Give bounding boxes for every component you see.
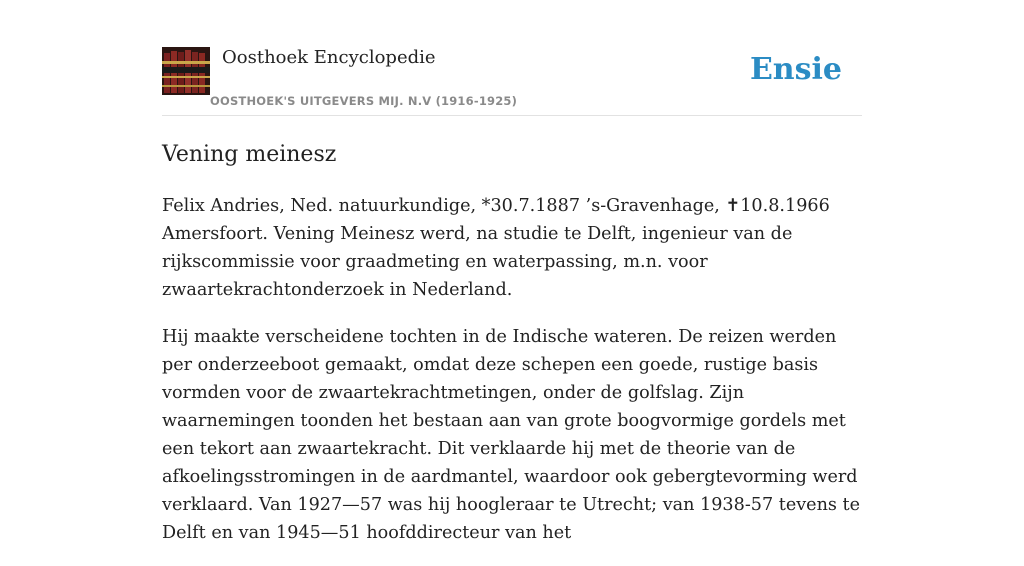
article-body: [162, 192, 867, 566]
site-header: [162, 46, 862, 116]
site-title[interactable]: Oosthoek Encyclopedie: [222, 47, 436, 68]
publisher-label: OOSTHOEK'S UITGEVERS MIJ. N.V (1916-1925): [210, 94, 518, 108]
article-paragraph: Felix Andries, Ned. natuurkundige, *30.7.1887 ’s-Gravenhage, ✝10.8.1966 Amersfoort. Vening Meinesz werd, na studie te Delft, ingenieur van de rijkscommissie voor graadmeting en waterpassing, m.n. voor zwaartekrachtonderzoek in Nederland.: [162, 196, 830, 300]
article-paragraph: Hij maakte verscheidene tochten in de Indische wateren. De reizen werden per onderzeeboot gemaakt, omdat deze schepen een goede, rustige basis vormden voor de zwaartekrachtmetingen, onder de golfslag. Zijn waarnemingen toonden het bestaan aan van grote boogvormige gordels met een tekort aan zwaartekracht. Dit verklaarde hij met de theorie van de afkoelingsstromingen in de aardmantel, waardoor ook gebergtevorming werd verklaard. Van 1927—57 was hij hoogleraar te Utrecht; van 1938-57 tevens te Delft en van 1945—51 hoofddirecteur van het: [162, 327, 861, 543]
article-title: Vening meinesz: [162, 142, 337, 167]
ensie-logo-link[interactable]: Ensie: [749, 52, 842, 87]
encyclopedia-books-icon[interactable]: [162, 47, 210, 95]
header-divider: [162, 115, 862, 116]
